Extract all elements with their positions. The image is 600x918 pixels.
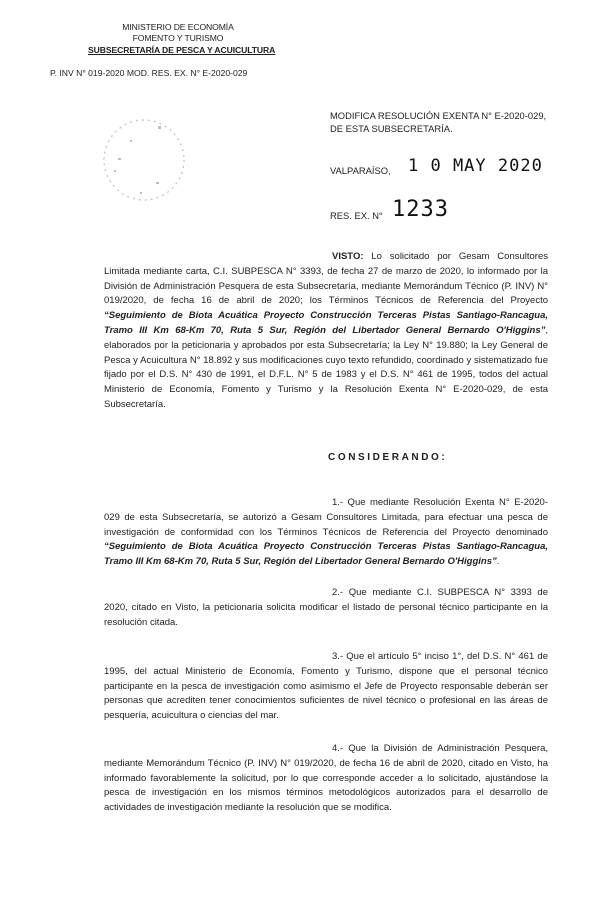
considerando-2-text: 2.- Que mediante C.I. SUBPESCA N° 3393 de 2020, citado en Visto, la peticionaria solicita modificar el listado de personal técnico participante en la resolución citada. <box>104 587 548 628</box>
considerando-2 <box>104 586 548 630</box>
ministry-name-2: FOMENTO Y TURISMO <box>132 33 224 44</box>
considerando-heading: CONSIDERANDO: <box>328 452 448 463</box>
subject-line-2: DE ESTA SUBSECRETARÍA. <box>330 122 453 134</box>
considerando-4 <box>104 742 548 816</box>
document-reference: P. INV N° 019-2020 MOD. RES. EX. N° E-2020-029 <box>50 68 248 78</box>
visto-text-1: Lo solicitado por Gesam Consultores Limitada mediante carta, C.I. SUBPESCA N° 3393, de fecha 27 de marzo de 2020, lo informado por la División de Administración Pesquera de esta Subsecretaría, mediante Memorándum Técnico (P. INV) N° 019/2020, de fecha 16 de abril de 2020; los Términos Técnicos de Referencia del Proyecto <box>104 251 548 307</box>
seal-stamp <box>96 112 192 208</box>
resolution-number: 1233 <box>392 197 449 222</box>
considerando-3-text: 3.- Que el artículo 5° inciso 1°, del D.S. N° 461 de 1995, del actual Ministerio de Economía, Fomento y Turismo, dispone que el personal técnico participante en la pesca de investigación como asimismo el Jefe de Proyecto responsable deberán ser personas que acrediten tener conocimientos suficientes de nivel técnico o profesional en las áreas de pesquería, acuicultura o ciencias del mar. <box>104 651 548 722</box>
subject-line-1: MODIFICA RESOLUCIÓN EXENTA N° E-2020-029, <box>330 110 547 121</box>
visto-paragraph <box>104 250 548 413</box>
subsecretaria-name: SUBSECRETARÍA DE PESCA Y ACUICULTURA <box>88 44 276 55</box>
place-label: VALPARAÍSO, <box>330 165 391 176</box>
date-stamp: 1 0 MAY 2020 <box>408 156 543 176</box>
letterhead <box>88 22 276 56</box>
visto-project-title: “Seguimiento de Biota Acuática Proyecto Construcción Terceras Pistas Santiago-Rancagua, Tramo III Km 68-Km 70, Ruta 5 Sur, Región del Libertador General Bernardo O'Higgins” <box>104 310 548 336</box>
considerando-1-end: . <box>496 556 500 568</box>
resolution-number-label: RES. EX. N° <box>330 210 383 221</box>
considerando-4-text: 4.- Que la División de Administración Pesquera, mediante Memorándum Técnico (P. INV) N° 019/2020, de fecha 16 de abril de 2020, citado en Visto, ha informado favorablemente la solicitud, por lo que corresponde acceder a lo solicitado, ajustándose la pesca de investigación en los mismos términos metodológicos autorizados para el desarrollo de actividades de investigación mediante la resolución que se modifica. <box>104 743 548 814</box>
resolution-subject <box>330 110 550 135</box>
considerando-3 <box>104 650 548 724</box>
visto-label: VISTO: <box>332 251 364 262</box>
considerando-1-text: 1.- Que mediante Resolución Exenta N° E-2020-029 de esta Subsecretaría, se autorizó a Gesam Consultores Limitada, para efectuar una pesca de investigación de conformidad con los Términos Técnicos de Referencia del Proyecto denominado <box>104 497 548 538</box>
considerando-1 <box>104 496 548 570</box>
ministry-name: MINISTERIO DE ECONOMÍA <box>122 22 234 32</box>
visto-text-2: , elaborados por la peticionaria y aprobados por esta Subsecretaría; la Ley N° 19.880; la Ley General de Pesca y Acuicultura N° 18.892 y sus modificaciones cuyo texto refundido, coordinado y sistematizado fue fijado por el D.S. N° 430 de 1991, el D.F.L. N° 5 de 1983 y el D.S. N° 461 de 1995, todos del actual Ministerio de Economía, Fomento y Turismo y la Resolución Exenta N° E-2020-029, de esta Subsecretaría. <box>104 324 548 410</box>
considerando-1-project-title: “Seguimiento de Biota Acuática Proyecto Construcción Terceras Pistas Santiago-Rancagua, Tramo III Km 68-Km 70, Ruta 5 Sur, Región del Libertador General Bernardo O'Higgins” <box>104 541 548 568</box>
